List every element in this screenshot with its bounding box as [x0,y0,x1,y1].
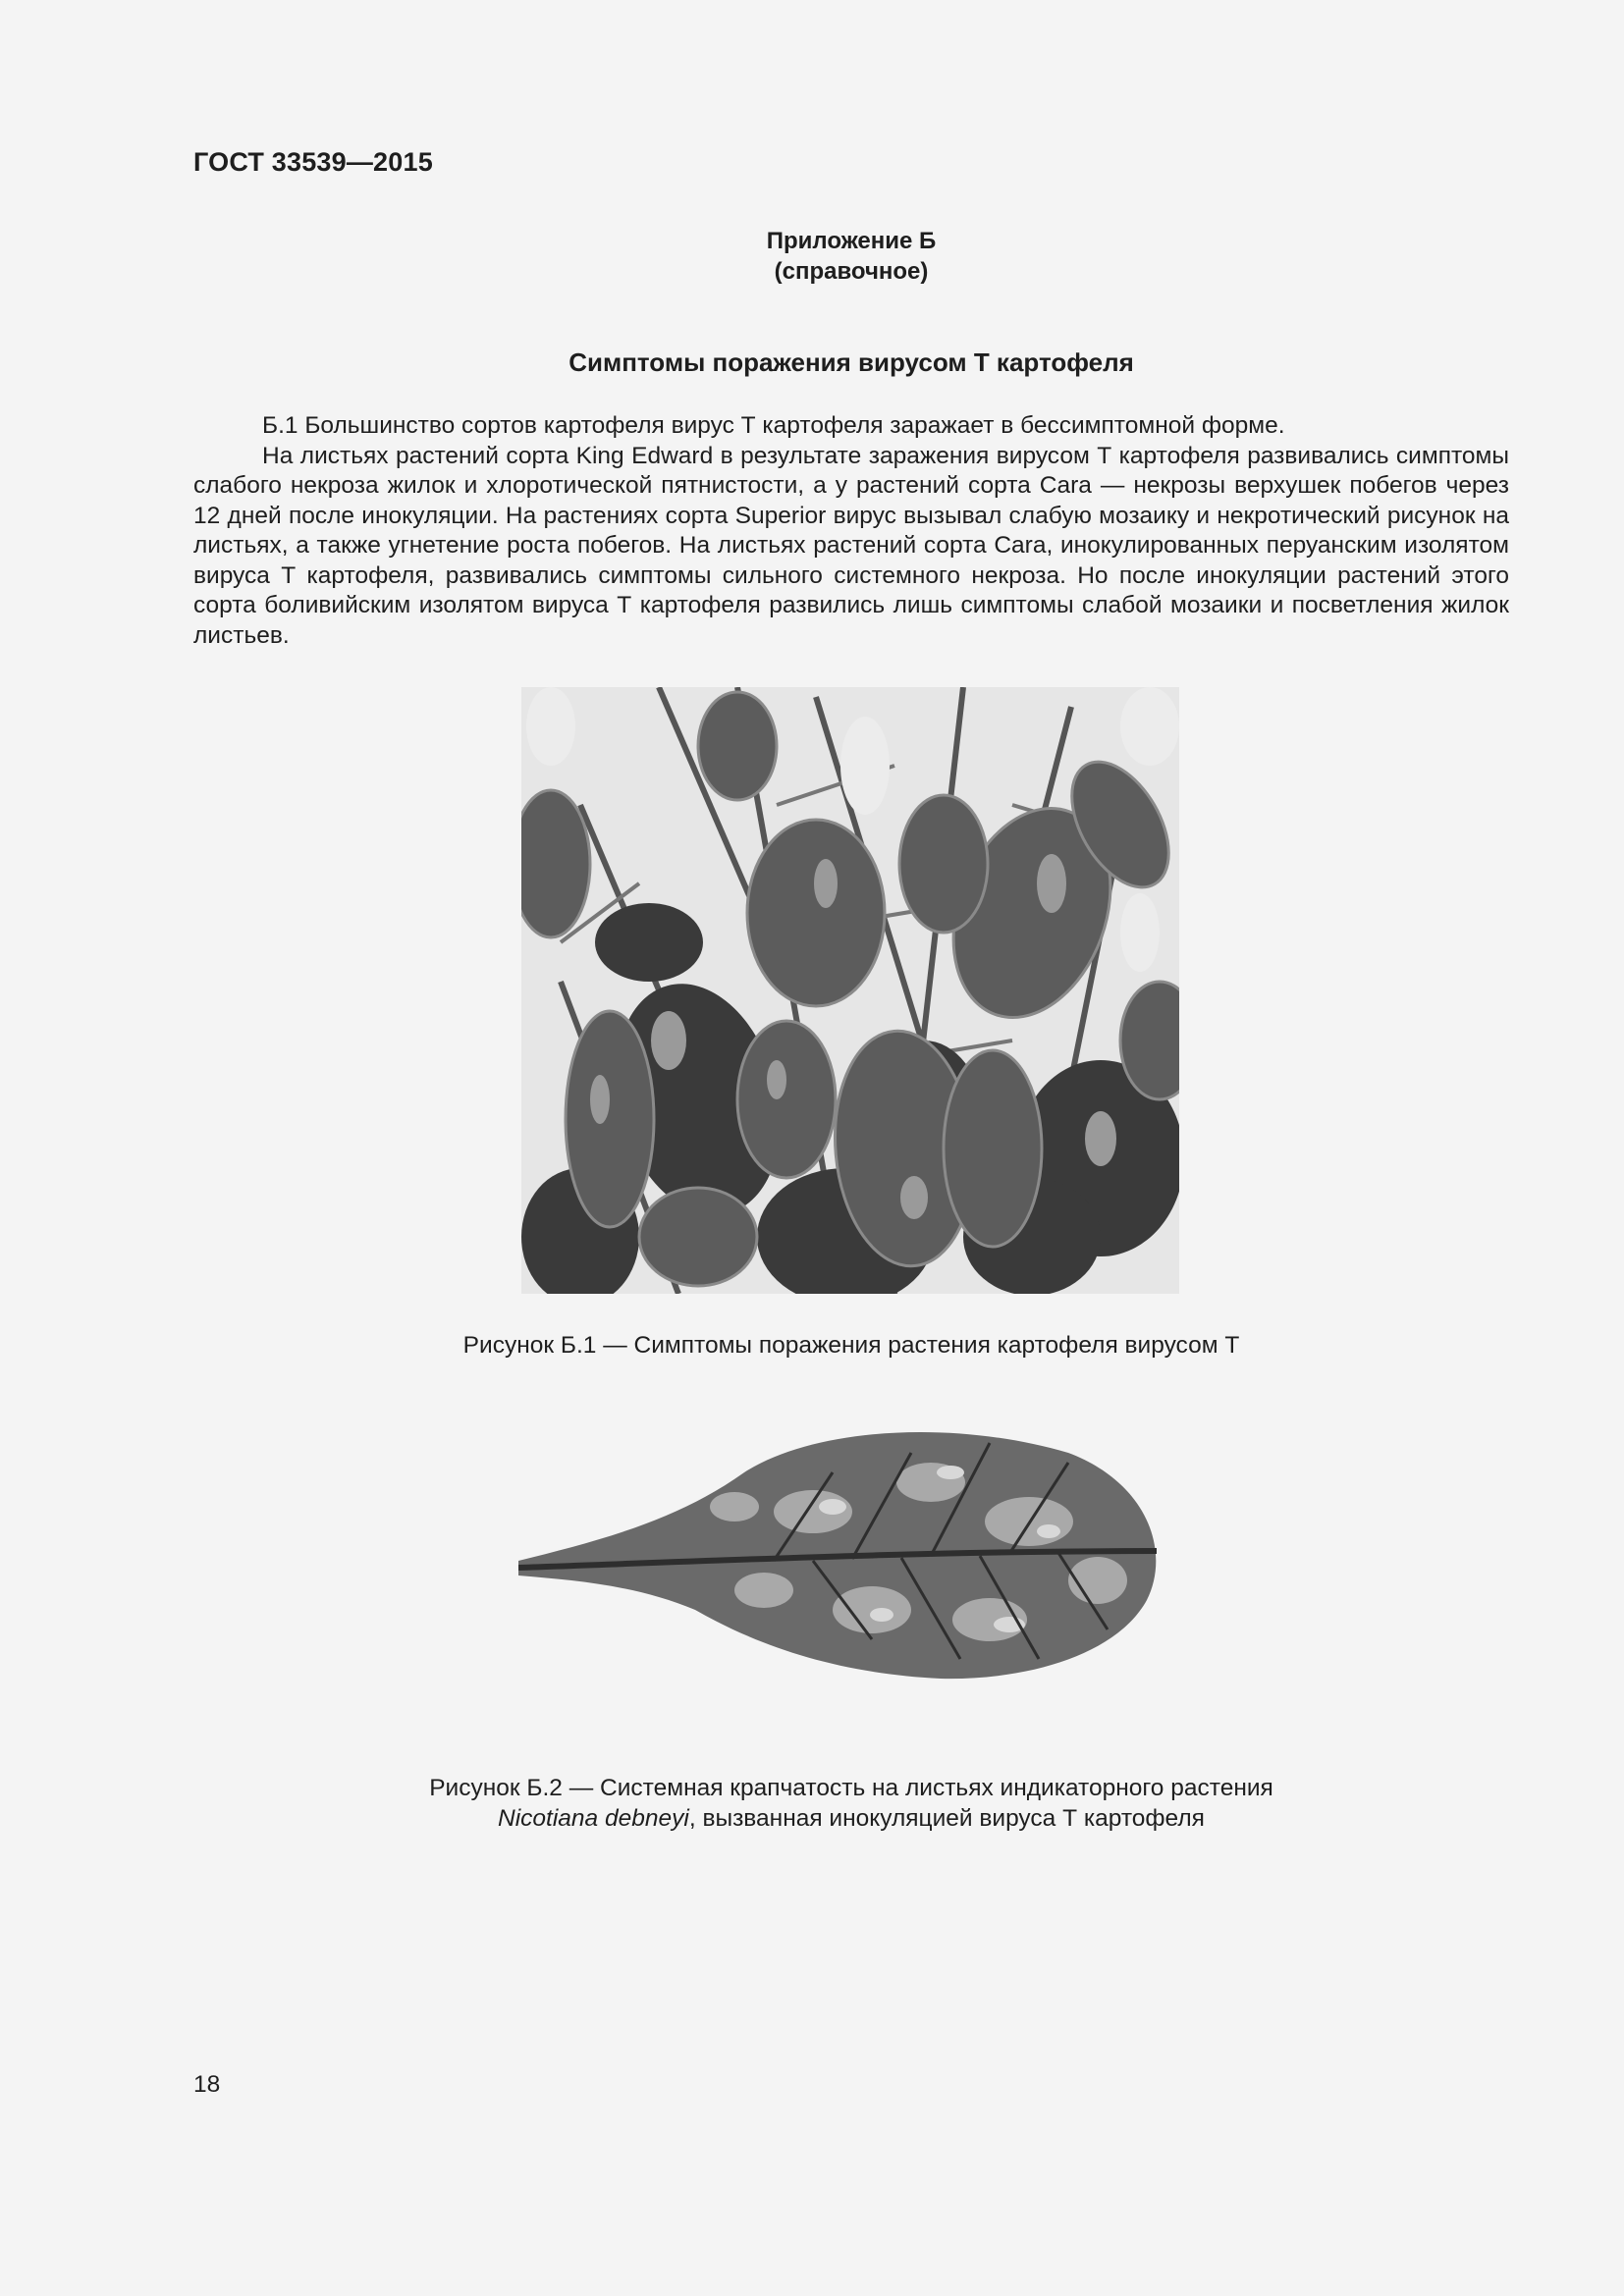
potato-plant-image [521,687,1179,1294]
section-title: Симптомы поражения вирусом Т картофеля [568,347,1134,377]
appendix-subtitle: (справочное) [774,258,929,285]
page-number: 18 [193,2071,221,2098]
figure-1-photo [521,687,1179,1294]
paragraph: Б.1 Большинство сортов картофеля вирус Т картофеля заражает в бессимптомной форме. [262,412,1285,439]
figure-2-caption-line2 [0,1803,1624,1834]
leaf-image [518,1414,1166,1683]
figure-2-caption-line1: Рисунок Б.2 — Системная крапчатость на листьях индикаторного растения [429,1775,1273,1801]
figure-2-leaf [518,1414,1166,1683]
page-header-standard: ГОСТ 33539—2015 [193,147,433,177]
appendix-heading [0,226,1624,287]
figure-2-caption [0,1773,1624,1834]
figure-1-caption: Рисунок Б.1 — Симптомы поражения растения картофеля вирусом Т [462,1332,1240,1359]
paragraph: На листьях растений сорта King Edward в результате заражения вирусом Т картофеля развивались симптомы слабого некроза жилок и хлоротической пятнистости, а у растений сорта Cara — некрозы верхушек побегов через 12 дней после инокуляции. На растениях сорта Superior вирус вызывал слабую мозаику и некротический рисунок на листьях, а также угнетение роста побегов. На листьях растений сорта Cara, инокулированных перуанским изолятом вируса Т картофеля, развивались симптомы сильного системного некроза. Но после инокуляции растений этого сорта боливийским изолятом вируса Т картофеля развились лишь симптомы слабой мозаики и посветления жилок листьев. [193,442,1509,649]
species-name: Nicotiana debneyi [498,1805,689,1832]
appendix-title: Приложение Б [766,228,937,254]
body-text [193,411,1509,651]
figure-2-caption-rest: , вызванная инокуляцией вируса Т картофеля [688,1805,1205,1832]
